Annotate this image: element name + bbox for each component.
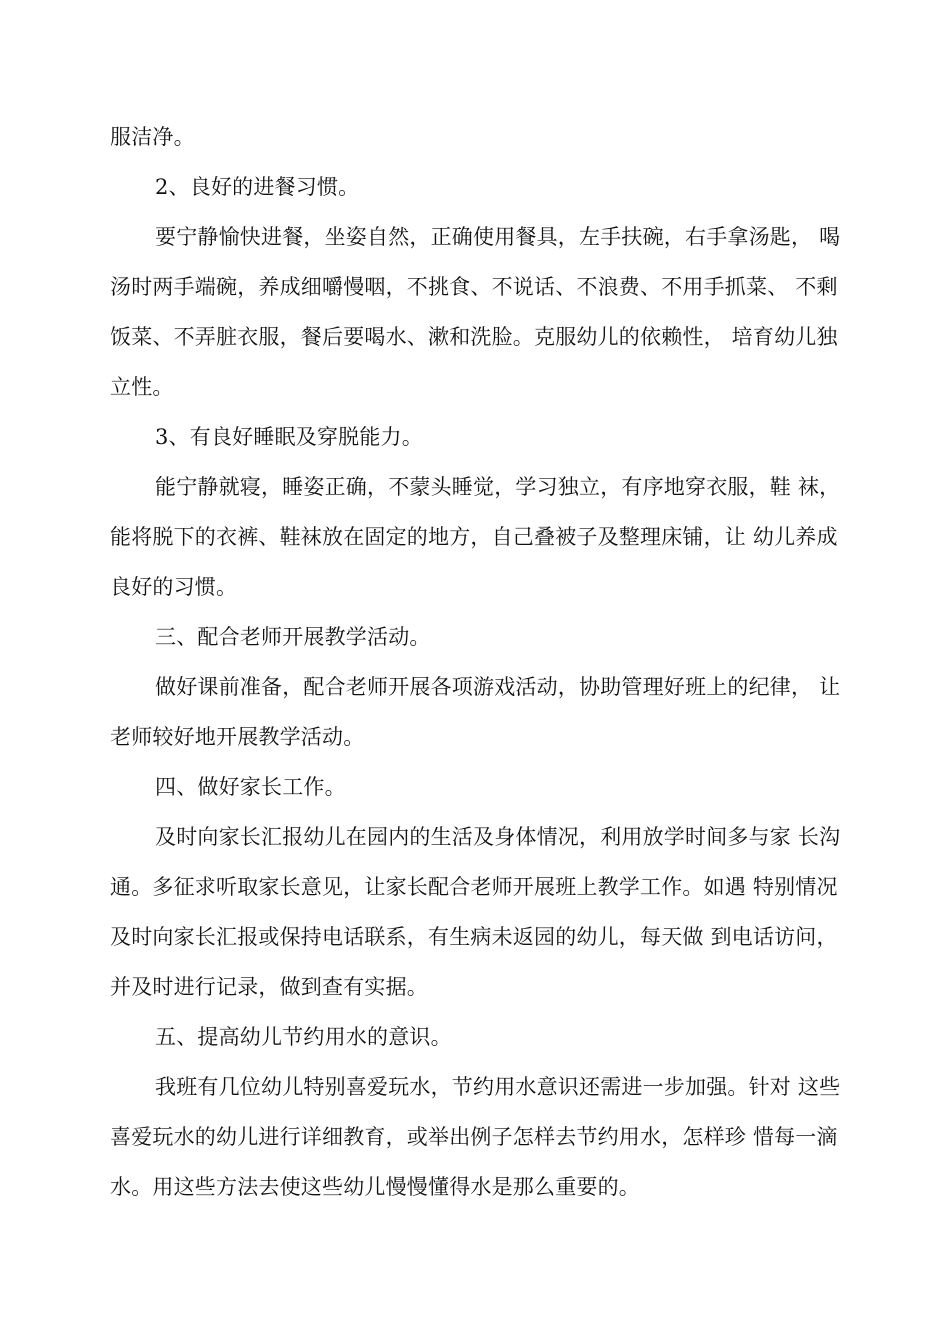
section-heading: 四、做好家长工作。 (155, 775, 346, 799)
section-heading: 3、有良好睡眠及穿脱能力。 (155, 425, 423, 449)
paragraph-line: 并及时进行记录，做到查有实据。 (110, 975, 428, 999)
paragraph-line: 能将脱下的衣裤、鞋袜放在固定的地方，自己叠被子及整理床铺，让 幼儿养成 (110, 525, 838, 549)
paragraph-line: 良好的习惯。 (110, 575, 238, 599)
paragraph-line: 能宁静就寝，睡姿正确，不蒙头睡觉，学习独立，有序地穿衣服，鞋 袜， (155, 475, 841, 499)
paragraph-line: 水。用这些方法去使这些幼儿慢慢懂得水是那么重要的。 (110, 1175, 640, 1199)
paragraph-line: 通。多征求听取家长意见，让家长配合老师开展班上教学工作。如遇 特别情况 (110, 875, 838, 899)
paragraph-line: 汤时两手端碗，养成细嚼慢咽，不挑食、不说话、不浪费、不用手抓菜、 不剩 (110, 275, 838, 299)
paragraph-line: 及时向家长汇报幼儿在园内的生活及身体情况，利用放学时间多与家 长沟 (155, 825, 841, 849)
paragraph-line: 服洁净。 (110, 125, 195, 149)
paragraph-line: 饭菜、不弄脏衣服，餐后要喝水、漱和洗脸。克服幼儿的依赖性， 培育幼儿独 (110, 325, 838, 349)
paragraph-line: 我班有几位幼儿特别喜爱玩水，节约用水意识还需进一步加强。针对 这些 (155, 1075, 841, 1099)
paragraph-line: 老师较好地开展教学活动。 (110, 725, 365, 749)
paragraph-line: 及时向家长汇报或保持电话联系，有生病未返园的幼儿，每天做 到电话访问， (110, 925, 838, 949)
paragraph-line: 要宁静愉快进餐，坐姿自然，正确使用餐具，左手扶碗，右手拿汤匙， 喝 (155, 225, 841, 249)
section-heading: 五、提高幼儿节约用水的意识。 (155, 1025, 452, 1049)
paragraph-line: 立性。 (110, 375, 174, 399)
section-heading: 三、配合老师开展教学活动。 (155, 625, 431, 649)
paragraph-line: 喜爱玩水的幼儿进行详细教育，或举出例子怎样去节约用水，怎样珍 惜每一滴 (110, 1125, 838, 1149)
paragraph-line: 做好课前准备，配合老师开展各项游戏活动，协助管理好班上的纪律， 让 (155, 675, 841, 699)
section-heading: 2、良好的进餐习惯。 (155, 175, 360, 199)
